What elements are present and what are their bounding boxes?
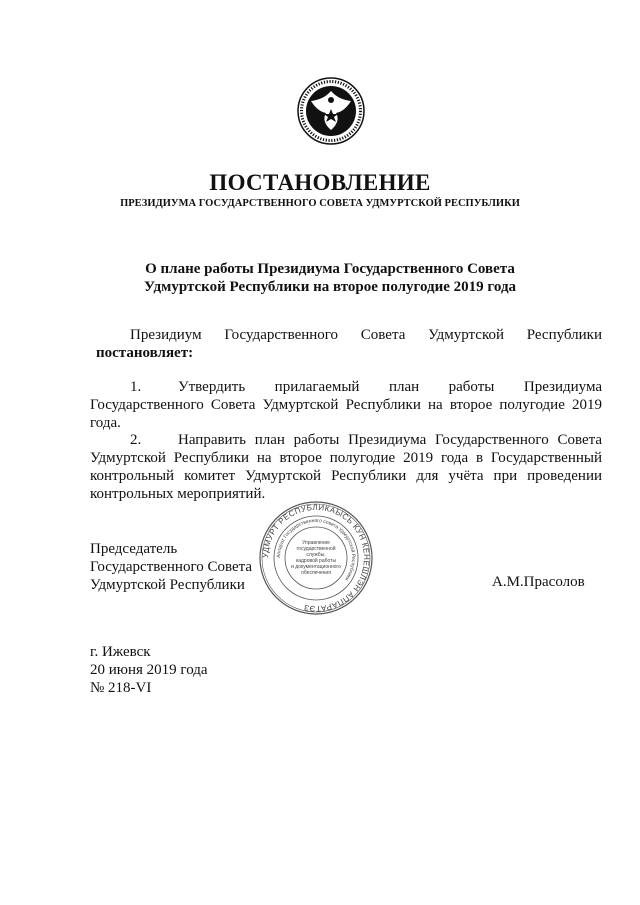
signatory-name: А.М.Прасолов: [492, 574, 585, 590]
heading-line: Удмуртской Республики на второе полугодие 2019 года: [143, 279, 517, 295]
intro-line: Президиум Государственного Совета Удмуртской Республики: [130, 327, 602, 343]
document-subtitle: ПРЕЗИДИУМА ГОСУДАРСТВЕННОГО СОВЕТА УДМУРТСКОЙ РЕСПУБЛИКИ: [120, 198, 520, 209]
item-number: 2.: [130, 432, 142, 448]
signature-position: Государственного Совета: [90, 559, 253, 575]
seal-inner-ring-text: Аппарат Государственного совета Удмуртской Республики: [275, 517, 357, 582]
seal-center-line: обеспечения: [301, 570, 331, 576]
issue-city: г. Ижевск: [90, 644, 151, 660]
udmurt-emblem-icon: [296, 76, 366, 146]
seal-center-line: государственной: [296, 546, 336, 552]
signature-block: [90, 540, 252, 594]
list-item: [90, 378, 602, 432]
item-number: 1.: [130, 379, 142, 395]
seal-outer-text: УДМУРТ РЕСПУБЛИКАЫСЬ КУН КЕНЕШЛЭН АППАРАТЭЗ: [260, 502, 372, 614]
seal-center-line: службы,: [306, 552, 326, 558]
official-seal: [258, 500, 374, 616]
heading-line: О плане работы Президиума Государственного Совета: [145, 261, 515, 277]
intro-decision: постановляет:: [96, 345, 194, 361]
intro-paragraph: [90, 326, 602, 362]
item-text: Утвердить прилагаемый план работы Президиума: [178, 379, 602, 395]
issue-date: 20 июня 2019 года: [90, 662, 208, 678]
seal-center-line: Управление: [302, 540, 330, 546]
signature-position: Председатель: [90, 541, 178, 557]
item-line: контрольный комитет Удмуртской Республики для учёта при проведении: [90, 468, 602, 484]
list-item: [90, 431, 602, 503]
item-line: контрольных мероприятий.: [90, 486, 266, 502]
item-first-line: [90, 378, 602, 396]
item-line: года.: [90, 415, 121, 431]
item-text: Направить план работы Президиума Государственного Совета: [178, 432, 602, 448]
seal-center-line: и документационного: [291, 564, 341, 570]
item-first-line: [90, 431, 602, 449]
document-title: ПОСТАНОВЛЕНИЕ: [209, 170, 431, 195]
document-footer: [90, 643, 208, 697]
document-number: № 218-VI: [90, 680, 152, 696]
seal-center-line: кадровой работы: [295, 558, 337, 564]
item-line: Государственного Совета Удмуртской Республики на второе полугодие 2019: [90, 397, 602, 413]
signature-position: Удмуртской Республики: [90, 577, 245, 593]
item-line: Удмуртской Республики на второе полугодие 2019 года в Государственный: [90, 450, 602, 466]
document-heading: [60, 260, 600, 296]
